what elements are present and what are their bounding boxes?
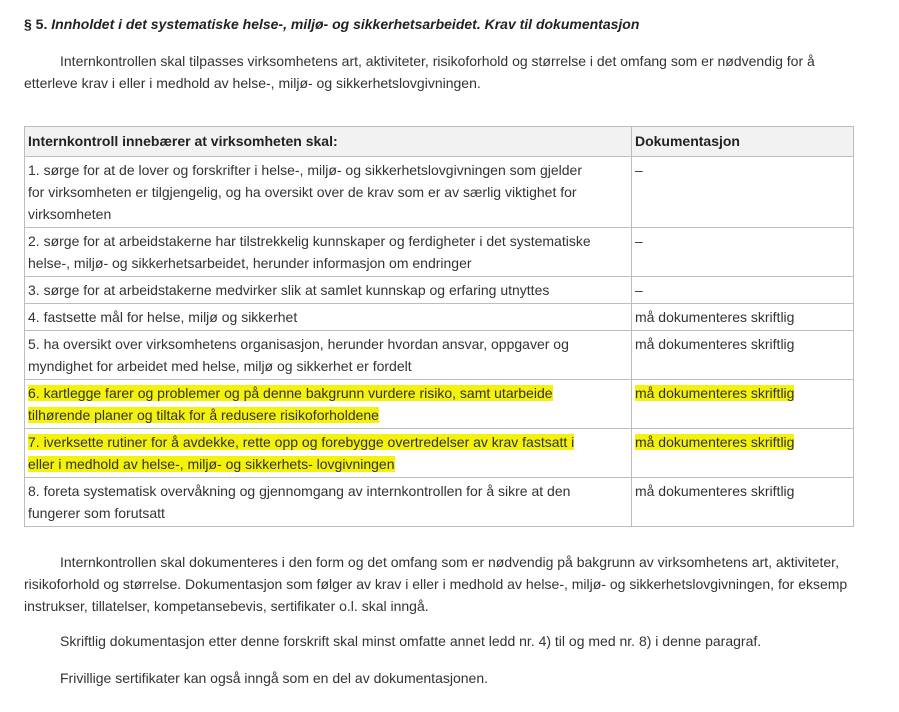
requirement-text: 8. foreta systematisk overvåkning og gjennomgang av internkontrollen for å sikre at den [28, 483, 571, 499]
para2-line-2: risikoforhold og størrelse. Dokumentasjon som følger av krav i eller i medhold av helse-, miljø- og sikkerhetslovgivningen, for eksemp [24, 576, 848, 592]
section-number: § 5. [24, 16, 48, 32]
documentation-text: må dokumenteres skriftlig [634, 336, 795, 352]
section-heading [24, 14, 639, 34]
table-row [25, 277, 854, 304]
intro-line-1: Internkontrollen skal tilpasses virksomhetens art, aktiviteter, risikoforhold og størrelse i det omfang som er nødvendig for å [60, 53, 815, 69]
table-row [25, 228, 854, 277]
requirement-text: 5. ha oversikt over virksomhetens organisasjon, herunder hvordan ansvar, oppgaver og [28, 336, 569, 352]
requirement-cell [25, 157, 632, 228]
requirements-table [24, 126, 854, 527]
requirement-text: virksomheten [28, 206, 112, 222]
voluntary-certificates-paragraph [24, 667, 894, 689]
written-documentation-paragraph [24, 630, 894, 652]
documentation-text: – [634, 282, 643, 298]
requirement-text: 7. iverksette rutiner for å avdekke, rette opp og forebygge overtredelser av krav fastsatt i [28, 434, 575, 450]
documentation-text: – [634, 162, 643, 178]
intro-line-2: etterleve krav i eller i medhold av helse-, miljø- og sikkerhetslovgivningen. [24, 75, 481, 91]
documentation-cell [631, 228, 853, 277]
requirement-text: myndighet for arbeidet med helse, miljø og sikkerhet er fordelt [28, 358, 412, 374]
requirement-text: 2. sørge for at arbeidstakerne har tilstrekkelig kunnskaper og ferdigheter i det systematiske [28, 233, 591, 249]
requirement-cell [25, 429, 632, 478]
documentation-cell [631, 331, 853, 380]
requirement-text: eller i medhold av helse-, miljø- og sikkerhets- lovgivningen [28, 456, 395, 472]
requirement-cell [25, 478, 632, 527]
para2-line-1: Internkontrollen skal dokumenteres i den form og det omfang som er nødvendig på bakgrunn av virksomhetens art, aktiviteter, [60, 554, 839, 570]
section-title: Innholdet i det systematiske helse-, miljø- og sikkerhetsarbeidet. Krav til dokumentasjon [51, 16, 640, 32]
requirement-text: 1. sørge for at de lover og forskrifter i helse-, miljø- og sikkerhetslovgivningen som gjelder [28, 162, 582, 178]
table-row [25, 157, 854, 228]
requirement-cell [25, 228, 632, 277]
para3-text: Skriftlig dokumentasjon etter denne forskrift skal minst omfatte annet ledd nr. 4) til og med nr. 8) i denne paragraf. [60, 633, 762, 649]
documentation-cell [631, 304, 853, 331]
table-row [25, 478, 854, 527]
requirement-text: for virksomheten er tilgjengelig, og ha oversikt over de krav som er av særlig viktighet for [28, 184, 577, 200]
documentation-cell [631, 478, 853, 527]
requirement-text: 4. fastsette mål for helse, miljø og sikkerhet [28, 309, 298, 325]
documentation-paragraph [24, 551, 894, 617]
table-row [25, 304, 854, 331]
requirement-text: helse-, miljø- og sikkerhetsarbeidet, herunder informasjon om endringer [28, 255, 472, 271]
header-requirements: Internkontroll innebærer at virksomheten skal: [25, 127, 632, 157]
requirement-text: 3. sørge for at arbeidstakerne medvirker slik at samlet kunnskap og erfaring utnyttes [28, 282, 550, 298]
header-documentation: Dokumentasjon [631, 127, 853, 157]
para4-text: Frivillige sertifikater kan også inngå som en del av dokumentasjonen. [60, 670, 489, 686]
documentation-text: må dokumenteres skriftlig [634, 385, 795, 401]
documentation-cell [631, 380, 853, 429]
documentation-cell [631, 157, 853, 228]
documentation-cell [631, 429, 853, 478]
requirement-cell [25, 331, 632, 380]
table-body [25, 157, 854, 527]
requirement-text: 6. kartlegge farer og problemer og på denne bakgrunn vurdere risiko, samt utarbeide [28, 385, 553, 401]
documentation-text: må dokumenteres skriftlig [634, 434, 795, 450]
requirement-text: fungerer som forutsatt [28, 505, 165, 521]
table-row [25, 331, 854, 380]
documentation-cell [631, 277, 853, 304]
requirement-cell [25, 380, 632, 429]
table-row [25, 429, 854, 478]
requirement-cell [25, 304, 632, 331]
documentation-text: må dokumenteres skriftlig [634, 483, 795, 499]
documentation-text: må dokumenteres skriftlig [634, 309, 795, 325]
table-row [25, 380, 854, 429]
documentation-text: – [634, 233, 643, 249]
requirement-cell [25, 277, 632, 304]
intro-paragraph [24, 50, 894, 94]
para2-line-3: instrukser, tillatelser, kompetansebevis, sertifikater o.l. skal inngå. [24, 598, 429, 614]
table-header-row [25, 127, 854, 157]
requirement-text: tilhørende planer og tiltak for å redusere risikoforholdene [28, 407, 379, 423]
